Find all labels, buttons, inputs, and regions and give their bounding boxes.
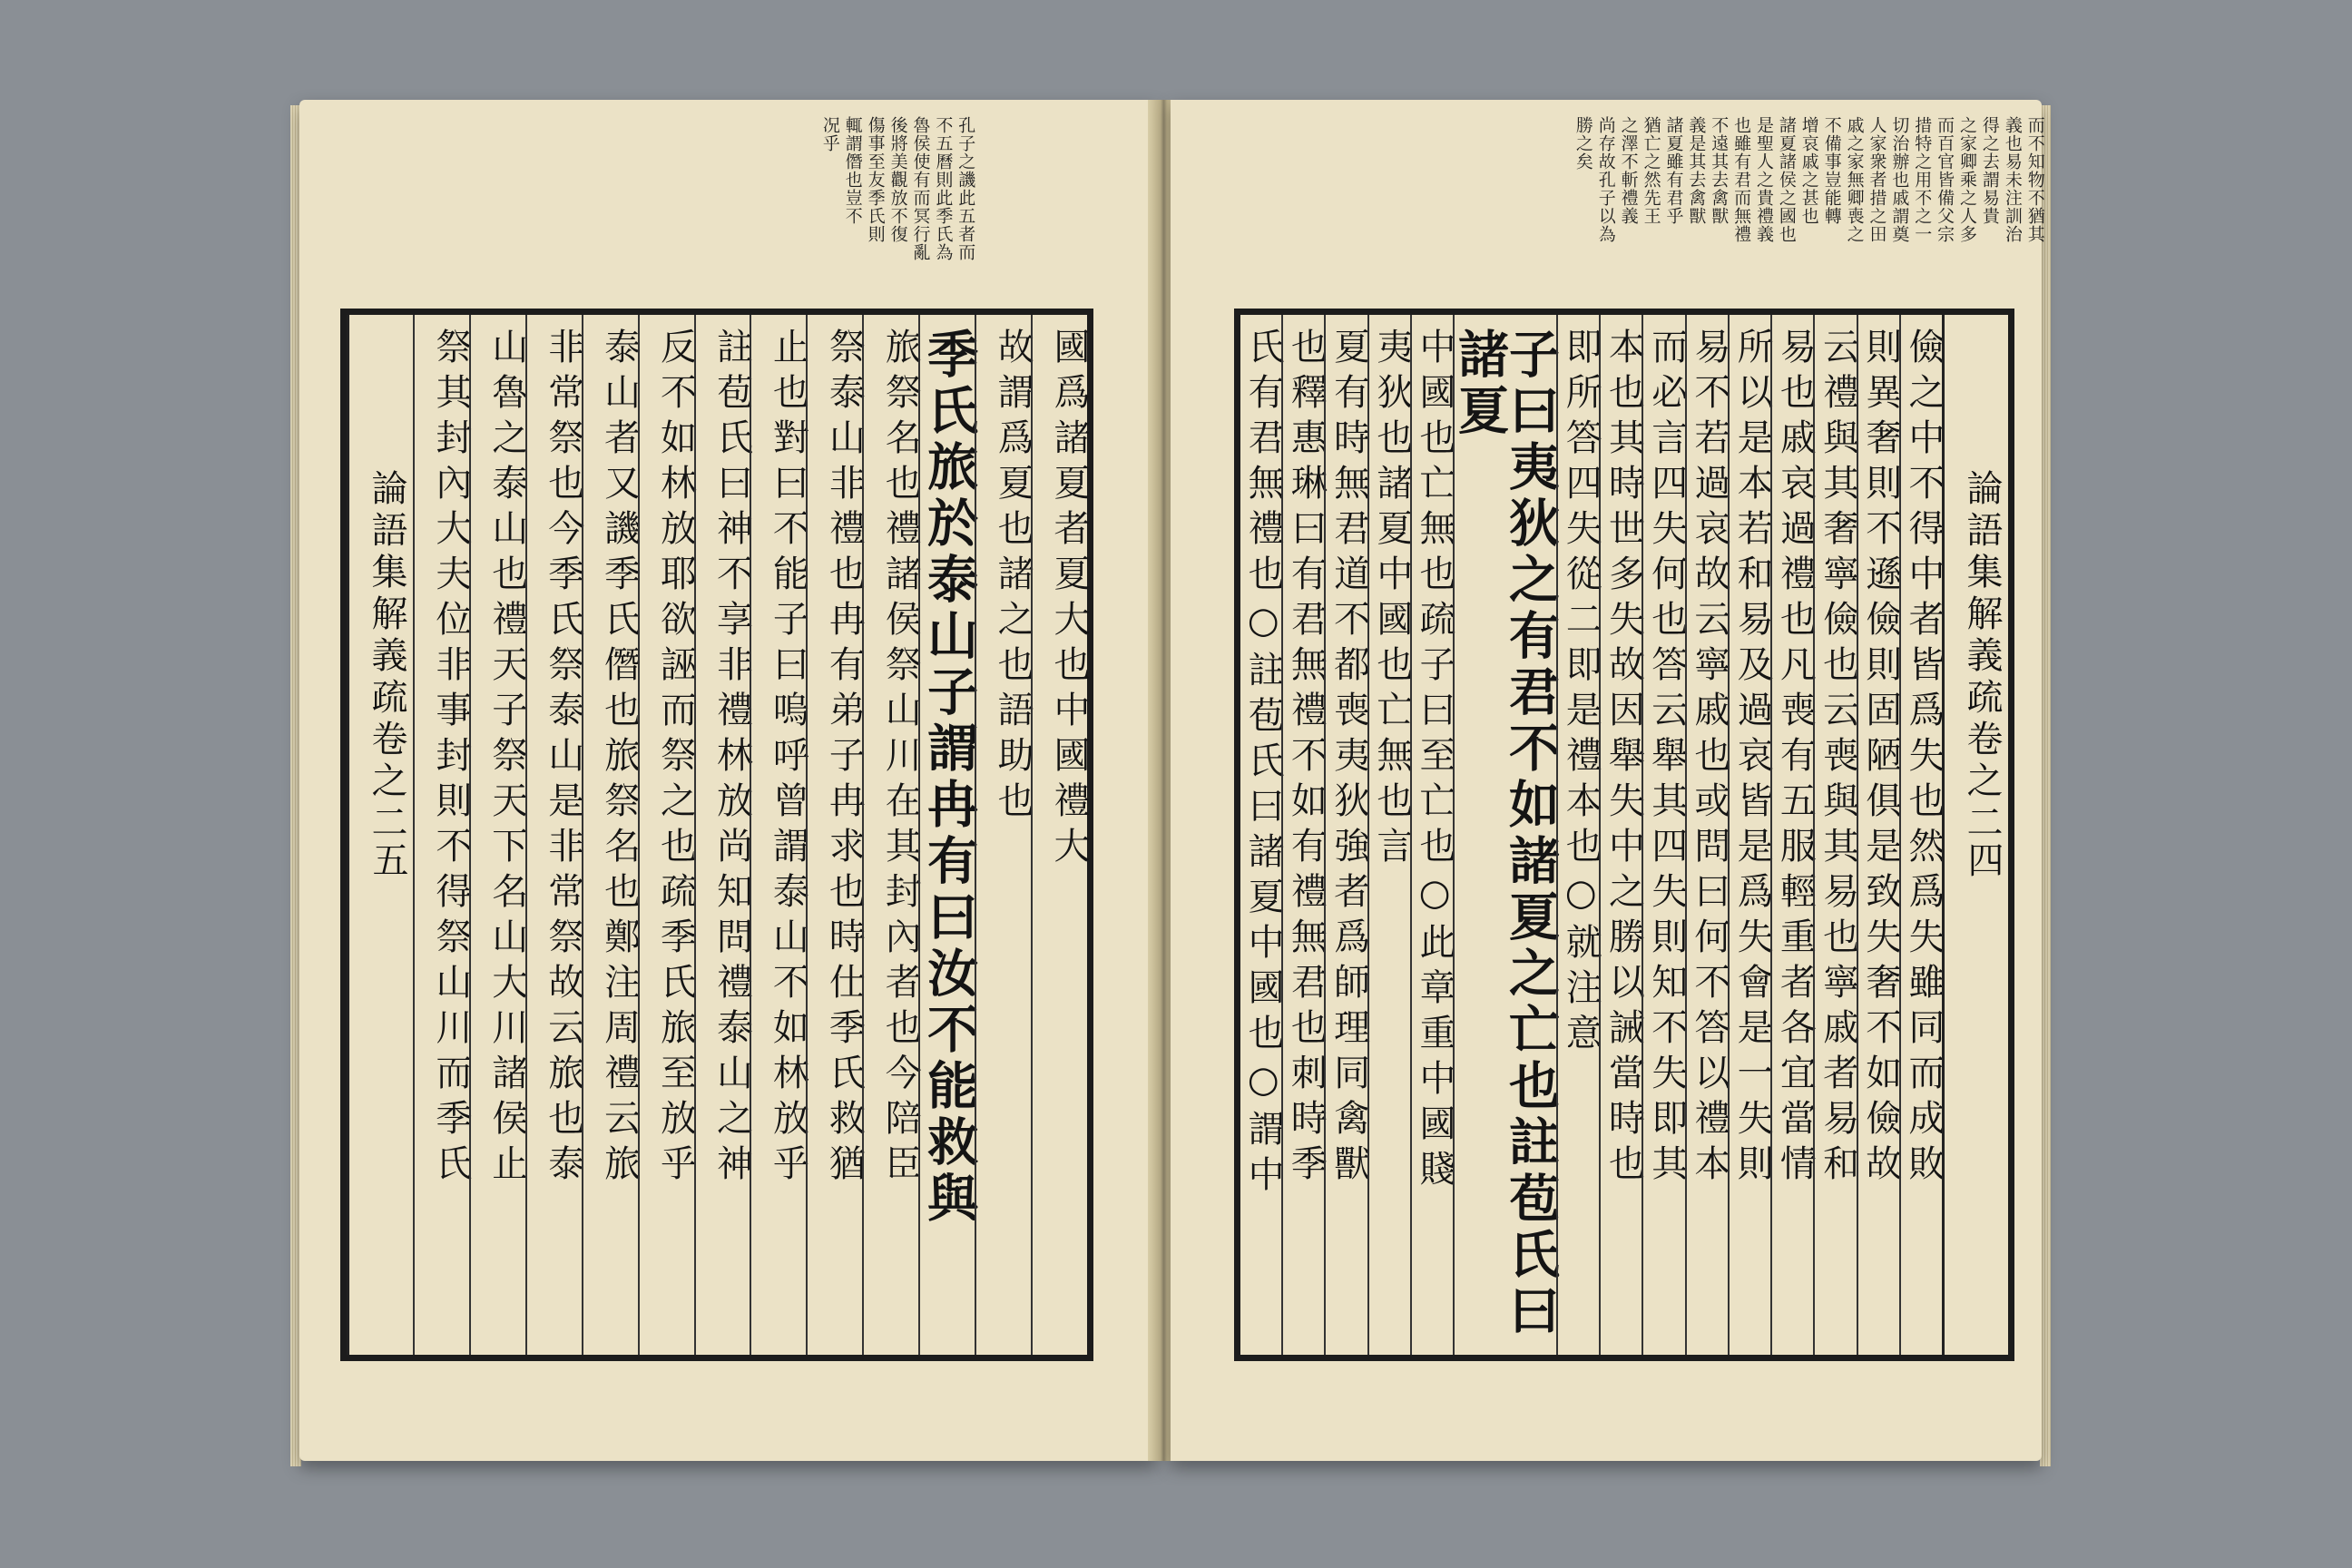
marginal-note: 諸夏雖有君乎 (1663, 116, 1684, 225)
right-spine-title (1942, 315, 2008, 1355)
open-book (299, 100, 2045, 1470)
marginal-note: 勝之矣 (1573, 116, 1593, 171)
text-column: 註苞氏曰神不享非禮林放尚知問禮泰山之神 (694, 315, 750, 1355)
text-column: 山魯之泰山也禮天子祭天下名山大川諸侯止 (469, 315, 525, 1355)
text-column: 反不如林放耶欲誣而祭之也疏季氏旅至放乎 (638, 315, 694, 1355)
text-column: 易也戚哀過禮也凡喪有五服輕重者各宜當情 (1770, 315, 1813, 1355)
marginal-note: 而百官皆備父宗 (1935, 116, 1955, 243)
marginal-note: 戚之家無卿喪之 (1844, 116, 1865, 243)
marginal-note: 不五曆則此季氏為 (933, 116, 954, 261)
marginal-note: 之澤不斬禮義 (1618, 116, 1639, 225)
marginal-note: 况乎 (819, 116, 840, 152)
marginal-note: 也雖有君而無禮 (1731, 116, 1752, 243)
page-number: 五 (366, 841, 408, 883)
marginal-note: 魯侯使有而冥行亂 (910, 116, 931, 261)
text-column: 易不若過哀故云寧戚也或問曰何不答以禮本 (1685, 315, 1728, 1355)
marginal-note: 人家衆者措之田 (1867, 116, 1887, 243)
marginal-note: 而不知物不猶其 (2024, 116, 2045, 243)
text-column: 云禮與其奢寧儉也云喪與其易也寧戚者易和 (1813, 315, 1856, 1355)
marginal-note: 輒謂僭也豈不 (842, 116, 863, 225)
marginal-note: 諸夏諸侯之國也 (1776, 116, 1797, 243)
marginal-note: 是聖人之貴禮義 (1754, 116, 1775, 243)
text-column: 旅祭名也禮諸侯祭山川在其封內者也今陪臣 (862, 315, 918, 1355)
left-page (299, 100, 1157, 1461)
text-column: 即所答四失從二即是禮本也○就注意 (1556, 315, 1599, 1355)
marginal-note: 孔子之譏此五者而 (956, 116, 976, 261)
text-column: 也釋惠琳曰有君無禮不如有禮無君也刺時季 (1281, 315, 1324, 1355)
right-page (1171, 100, 2045, 1461)
text-column: 中國也亡無也疏子曰至亡也○此章重中國賤 (1410, 315, 1453, 1355)
text-column: 季氏旅於泰山子謂冉有曰汝不能救與 (918, 315, 975, 1355)
left-text-frame (340, 309, 1093, 1361)
marginal-note: 猶亡之然先王 (1641, 116, 1661, 225)
text-column: 則異奢則不遜儉則固陋俱是致失奢不如儉故 (1857, 315, 1899, 1355)
text-column: 非常祭也今季氏祭泰山是非常祭故云旅也泰 (525, 315, 582, 1355)
marginal-note: 得之去謂易貴 (1979, 116, 2000, 225)
marginal-note: 不備事豈能轉 (1821, 116, 1842, 225)
text-column: 故謂爲夏也諸之也語助也 (975, 315, 1031, 1355)
marginal-note: 傷事至友季氏則 (865, 116, 886, 243)
text-column: 本也其時世多失故因舉失中之勝以誡當時也 (1599, 315, 1642, 1355)
marginal-note: 後將美觀放不復 (887, 116, 908, 243)
page-number: 四 (1962, 841, 2004, 883)
marginal-note: 義是其去禽獸 (1686, 116, 1707, 225)
text-column: 子曰夷狄之有君不如諸夏之亡也註苞氏曰諸夏 (1453, 315, 1556, 1355)
marginal-note: 之家卿乘之人多 (1957, 116, 1978, 243)
text-column: 儉之中不得中者皆爲失也然爲失雖同而成敗 (1899, 315, 1942, 1355)
text-column: 祭其封內大夫位非事封則不得祭山川而季氏 (413, 315, 469, 1355)
spine-title-text: 論語集解義疏卷之二 (365, 469, 407, 845)
marginal-note: 尚存故孔子以為 (1595, 116, 1616, 243)
text-column: 而必言四失何也答云舉其四失則知不失即其 (1642, 315, 1684, 1355)
marginal-note: 不遠其去禽獸 (1709, 116, 1730, 225)
marginal-note: 增哀戚之甚也 (1798, 116, 1819, 225)
text-column: 泰山者又譏季氏僭也旅祭名也鄭注周禮云旅 (582, 315, 638, 1355)
left-page-marginalia (817, 116, 975, 307)
text-column: 夷狄也諸夏中國也亡無也言 (1367, 315, 1410, 1355)
right-text-frame (1234, 309, 2014, 1361)
marginal-note: 措特之用不之一 (1912, 116, 1933, 243)
text-column: 祭泰山非禮也冉有弟子冉求也時仕季氏救猶 (806, 315, 862, 1355)
text-column: 氏有君無禮也○註苞氏曰諸夏中國也○謂中 (1242, 328, 1285, 1200)
text-column: 國爲諸夏者夏大也中國禮大 (1031, 315, 1087, 1355)
spine-title-text: 論語集解義疏卷之二 (1961, 469, 2003, 845)
text-column: 所以是本若和易及過哀皆是爲失會是一失則 (1728, 315, 1770, 1355)
text-column: 夏有時無君道不都喪夷狄強者爲師理同禽獸 (1324, 315, 1367, 1355)
marginal-note: 義也易未注訓治 (2002, 116, 2023, 243)
text-column: 止也對曰不能子曰嗚呼曾謂泰山不如林放乎 (750, 315, 806, 1355)
marginal-note: 切治辦也戚謂奠 (1889, 116, 1910, 243)
right-page-marginalia (1570, 116, 2044, 307)
left-spine-title (347, 315, 413, 1355)
